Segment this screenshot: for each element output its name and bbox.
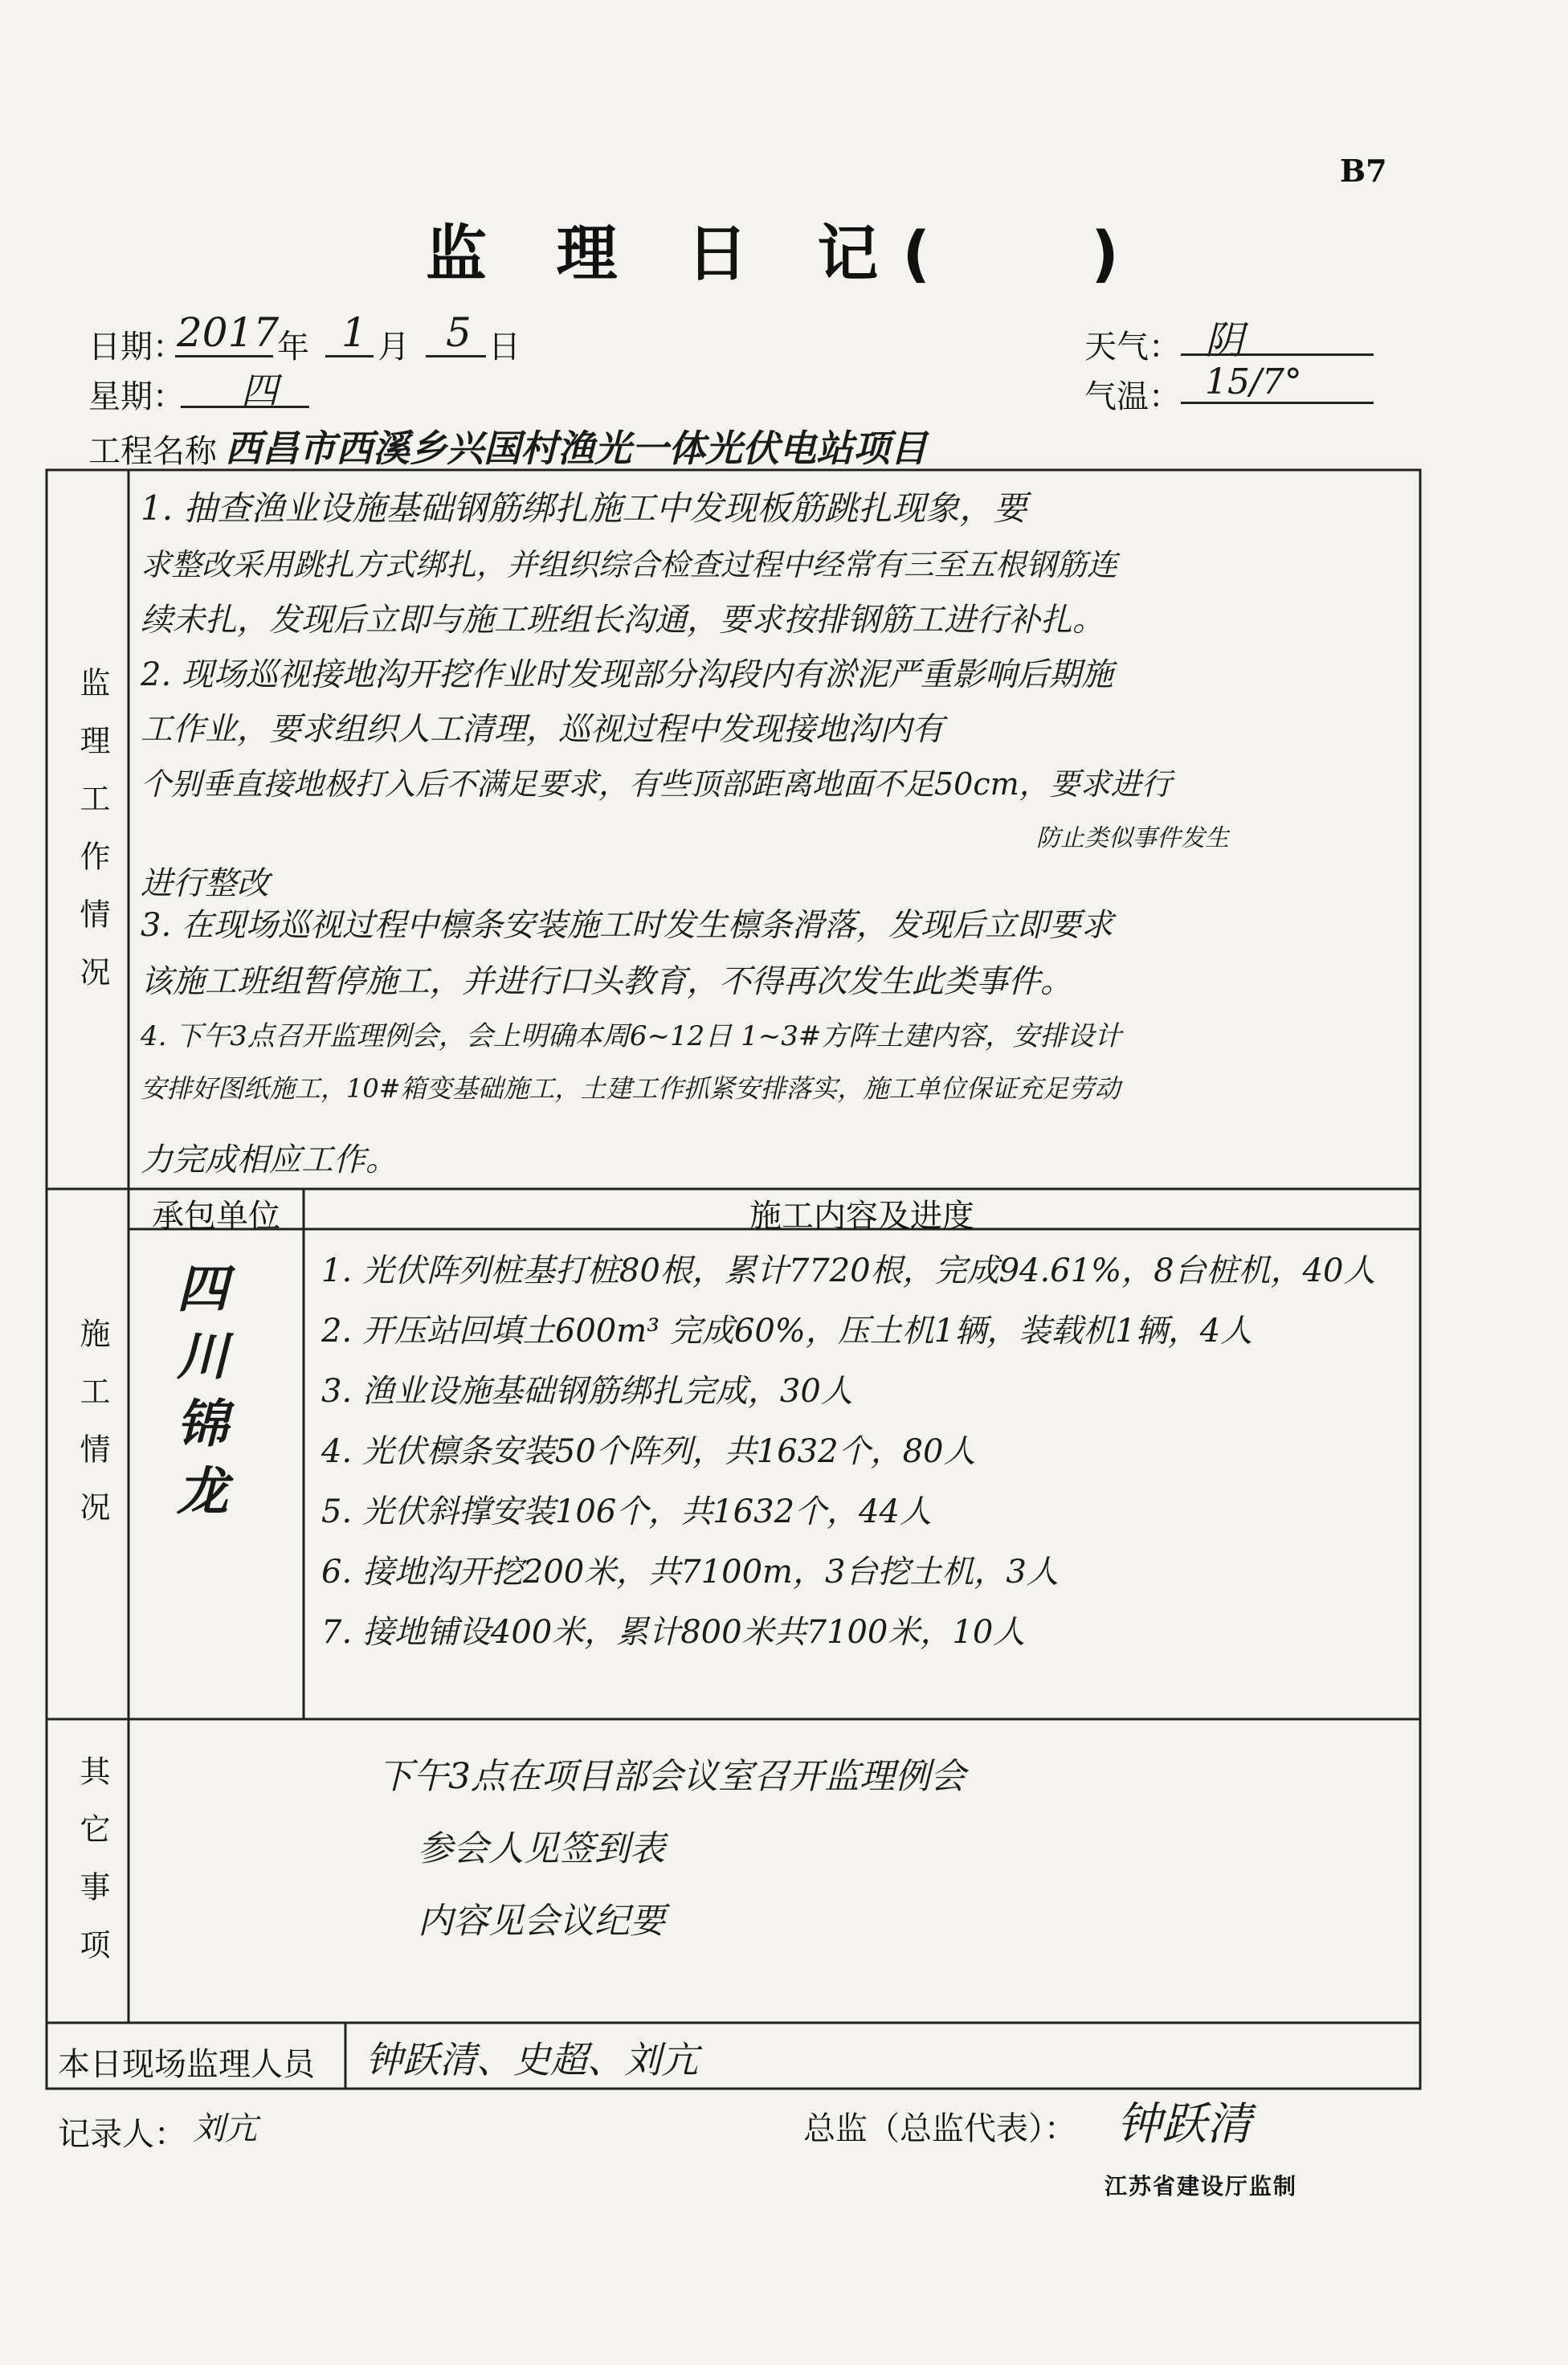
construction-item: 1. 光伏阵列桩基打桩80根，累计7720根，完成94.61%，8台桩机，40人	[321, 1252, 1376, 1289]
date-day: 5	[446, 309, 472, 356]
supervision-line: 力完成相应工作。	[141, 1142, 398, 1178]
supervision-line: 2. 现场巡视接地沟开挖作业时发现部分沟段内有淤泥严重影响后期施	[141, 656, 1113, 693]
chief-label: 总监（总监代表）：	[803, 2110, 1076, 2147]
date-label: 日期：	[88, 329, 185, 366]
supervision-line: 该施工班组暂停施工，并进行口头教育，不得再次发生此类事件。	[141, 963, 1072, 1000]
day-unit: 日	[488, 329, 521, 366]
supervision-line: 安排好图纸施工，10#箱变基础施工，土建工作抓紧安排落实，施工单位保证充足劳动	[141, 1073, 1121, 1104]
supervision-line: 1. 抽查渔业设施基础钢筋绑扎施工中发现板筋跳扎现象，要	[141, 488, 1027, 528]
progress-header: 施工内容及进度	[749, 1198, 974, 1235]
date-month: 1	[341, 309, 367, 356]
weather-value: 阴	[1205, 318, 1244, 363]
temp-label: 气温：	[1084, 378, 1181, 415]
construction-item: 6. 接地沟开挖200米，共7100m，3台挖土机，3人	[321, 1554, 1059, 1591]
temp-value: 15/7°	[1205, 361, 1302, 402]
staff-names: 钟跃清、史超、刘亢	[365, 2038, 698, 2081]
month-unit: 月	[378, 329, 410, 366]
recorder-label: 记录人：	[58, 2116, 186, 2153]
contractor-name: 四川锦龙	[168, 1261, 228, 1531]
title-text: 监 理 日 记(	[426, 218, 955, 289]
construction-item: 5. 光伏斜撑安装106个，共1632个，44人	[321, 1493, 932, 1530]
project-name: 西昌市西溪乡兴国村渔光一体光伏电站项目	[225, 427, 927, 470]
staff-label: 本日现场监理人员	[58, 2046, 315, 2083]
other-line: 参会人见签到表	[418, 1828, 665, 1869]
supervision-line: 工作业，要求组织人工清理，巡视过程中发现接地沟内有	[141, 711, 944, 748]
supervision-line: 4. 下午3点召开监理例会，会上明确本周6~12日 1~3#方阵土建内容，安排设计	[141, 1020, 1122, 1052]
supervision-line: 续未扎，发现后立即与施工班组长沟通，要求按排钢筋工进行补扎。	[141, 602, 1105, 639]
construction-item: 2. 开压站回填土600m³ 完成60%，压土机1辆，装载机1辆，4人	[321, 1313, 1253, 1350]
supervision-line: 求整改采用跳扎方式绑扎，并组织综合检查过程中经常有三至五根钢筋连	[141, 547, 1118, 582]
construction-item: 7. 接地铺设400米，累计800米共7100米，10人	[321, 1614, 1026, 1651]
other-line: 内容见会议纪要	[418, 1901, 665, 1942]
date-year: 2017	[177, 309, 280, 356]
weekday-value: 四	[241, 369, 278, 412]
year-unit: 年	[277, 329, 309, 366]
construction-item: 4. 光伏檩条安装50个阵列，共1632个，80人	[321, 1433, 976, 1470]
project-label: 工程名称	[88, 433, 217, 470]
supervision-line: 个别垂直接地极打入后不满足要求，有些顶部距离地面不足50cm，要求进行	[141, 766, 1172, 802]
supervision-line: 3. 在现场巡视过程中檩条安装施工时发生檩条滑落，发现后立即要求	[141, 907, 1113, 944]
chief-signature: 钟跃清	[1117, 2098, 1252, 2151]
other-line: 下午3点在项目部会议室召开监理例会	[378, 1756, 966, 1797]
weather-label: 天气：	[1084, 329, 1181, 366]
supervision-line: 进行整改	[141, 865, 269, 902]
recorder-signature: 刘亢	[193, 2110, 257, 2147]
contractor-header: 承包单位	[152, 1198, 280, 1235]
other-label: 其它事项	[75, 1755, 110, 1987]
construction-label: 施工情况	[75, 1317, 110, 1549]
supervision-label: 监理工作情况	[75, 667, 110, 1014]
issuer-text: 江苏省建设厅监制	[1105, 2173, 1298, 2200]
form-code: B7	[1340, 153, 1387, 189]
construction-item: 3. 渔业设施基础钢筋绑扎完成，30人	[321, 1373, 853, 1410]
title-close: )	[1091, 218, 1119, 289]
weekday-label: 星期：	[88, 378, 185, 415]
supervision-insert-note: 防止类似事件发生	[1036, 824, 1229, 852]
